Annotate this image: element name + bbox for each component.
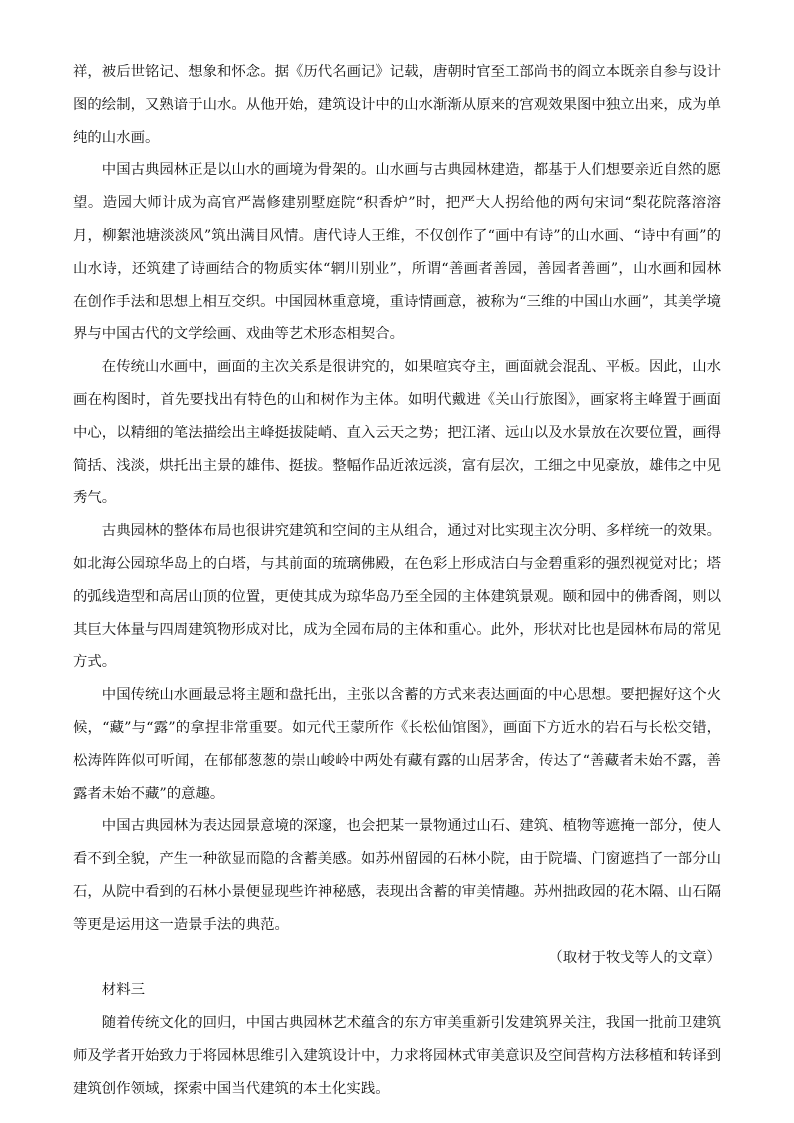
paragraph-garden-layout: 古典园林的整体布局也很讲究建筑和空间的主从组合，通过对比实现主次分明、多样统一的效果。如北海公园琼华岛上的白塔，与其前面的琉璃佛殿，在色彩上形成洁白与金碧重彩的强烈视觉对比；塔的弧线造型和高居山顶的位置，更使其成为琼华岛乃至全园的主体建筑景观。颐和园中的佛香阁，则以其巨大体量与四周建筑物形成对比，成为全园布局的主体和重心。此外，形状对比也是园林布局的常见方式。 <box>73 523 721 671</box>
paragraph-hide-reveal: 中国传统山水画最忌将主题和盘托出，主张以含蓄的方式来表达画面的中心思想。要把握好这个火候，“藏”与“露”的拿捏非常重要。如元代王蒙所作《长松仙馆图》，画面下方近水的岩石与长松交错，松涛阵阵似可听闻，在郁郁葱葱的崇山峻岭中两处有藏有露的山居茅舍，传达了“善藏者未始不露，善露者未始不藏”的意趣。 <box>73 687 721 802</box>
section-heading: 材料三 <box>101 982 145 999</box>
paragraph-continuation: 祥，被后世铭记、想象和怀念。据《历代名画记》记载，唐朝时官至工部尚书的阎立本既亲自参与设计图的绘制，又熟谙于山水。从他开始，建筑设计中的山水渐渐从原来的宫观效果图中独立出来，成为单纯的山水画。 <box>73 64 721 146</box>
paragraph-garden-concealment: 中国古典园林为表达园景意境的深邃，也会把某一景物通过山石、建筑、植物等遮掩一部分，使人看不到全貌，产生一种欲显而隐的含蓄美感。如苏州留园的石林小院，由于院墙、门窗遮挡了一部分山石，从院中看到的石林小景便显现些许神秘感，表现出含蓄的审美情趣。苏州拙政园的花木隔、山石隔等更是运用这一造景手法的典范。 <box>73 818 721 933</box>
paragraph-garden-painting: 中国古典园林正是以山水的画境为骨架的。山水画与古典园林建造，都基于人们想要亲近自然的愿望。造园大师计成为高官严嵩修建别墅庭院“积香炉”时，把严大人拐给他的两句宋词“梨花院落溶溶月，柳絮池塘淡淡风”筑出满目风情。唐代诗人王维，不仅创作了“画中有诗”的山水画、“诗中有画”的山水诗，还筑建了诗画结合的物质实体“辋川别业”，所谓“善画者善园，善园者善画”，山水画和园林在创作手法和思想上相互交织。中国园林重意境，重诗情画意，被称为“三维的中国山水画”，其美学境界与中国古代的文学绘画、戏曲等艺术形态相契合。 <box>73 162 721 343</box>
source-attribution: （取材于牧戈等人的文章） <box>548 949 721 966</box>
paragraph-painting-composition: 在传统山水画中，画面的主次关系是很讲究的，如果喧宾夺主，画面就会混乱、平板。因此，山水画在构图时，首先要找出有特色的山和树作为主体。如明代戴进《关山行旅图》，画家将主峰置于画面中心，以精细的笔法描绘出主峰挺拔陡峭、直入云天之势；把江渚、远山以及水景放在次要位置，画得简括、浅淡，烘托出主景的雄伟、挺拔。整幅作品近浓远淡，富有层次，工细之中见豪放，雄伟之中见秀气。 <box>73 359 721 507</box>
document-body <box>73 56 721 1106</box>
paragraph-material-three: 随着传统文化的回归，中国古典园林艺术蕴含的东方审美重新引发建筑界关注，我国一批前卫建筑师及学者开始致力于将园林思维引入建筑设计中，力求将园林式审美意识及空间营构方法移植和转译到建筑创作领域，探索中国当代建筑的本土化实践。 <box>73 1015 721 1097</box>
